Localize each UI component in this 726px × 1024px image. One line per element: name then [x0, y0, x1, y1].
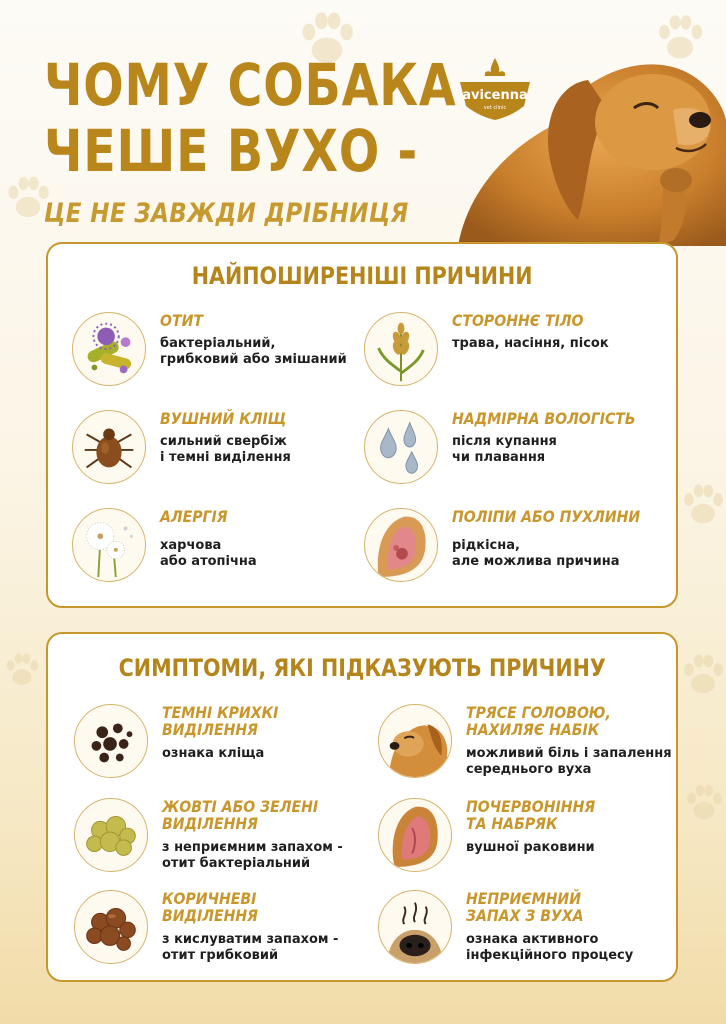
- paw-print-icon: [676, 470, 726, 540]
- cause-title: ОТИТ: [160, 311, 203, 330]
- cause-title: НАДМІРНА ВОЛОГІСТЬ: [452, 409, 636, 428]
- symptom-desc: з кислуватим запахом - отит грибковий: [162, 932, 339, 963]
- causes-title: НАЙПОШИРЕНІШІ ПРИЧИНИ: [191, 262, 533, 290]
- cause-title: СТОРОННЄ ТІЛО: [452, 311, 584, 330]
- symptom-head-shaking: [378, 704, 678, 784]
- symptom-title: ЖОВТІ АБО ЗЕЛЕНІ ВИДІЛЕННЯ: [162, 797, 319, 833]
- yellow-discharge-icon: [74, 798, 148, 872]
- cause-otitis: [72, 312, 372, 392]
- symptom-title: КОРИЧНЕВІ ВИДІЛЕННЯ: [162, 889, 259, 925]
- symptoms-card: [46, 632, 678, 982]
- symptom-title: ТЕМНІ КРИХКІ ВИДІЛЕННЯ: [162, 703, 279, 739]
- symptom-yellow-discharge: [74, 798, 374, 878]
- causes-card: [46, 242, 678, 608]
- paw-print-icon: [680, 770, 726, 836]
- symptom-desc: вушної раковини: [466, 840, 595, 855]
- water-drops-icon: [364, 410, 438, 484]
- page-title-line1: ЧОМУ СОБАКА: [44, 51, 457, 119]
- cause-polyps: [364, 508, 664, 588]
- smelly-nose-icon: [378, 890, 452, 964]
- dandelion-icon: [72, 508, 146, 582]
- cause-title: ВУШНИЙ КЛІЩ: [160, 409, 287, 428]
- cause-allergy: [72, 508, 372, 588]
- cause-desc: бактеріальний, грибковий або змішаний: [160, 336, 347, 367]
- bacteria-icon: [72, 312, 146, 386]
- dog-head-icon: [378, 704, 452, 778]
- page-subtitle: ЦЕ НЕ ЗАВЖДИ ДРІБНИЦЯ: [44, 198, 409, 229]
- cause-foreign-body: [364, 312, 664, 392]
- symptom-desc: ознака активного інфекційного процесу: [466, 932, 634, 963]
- cause-desc: рідкісна, але можлива причина: [452, 538, 620, 569]
- symptom-desc: з неприємним запахом - отит бактеріальний: [162, 840, 343, 871]
- cause-moisture: [364, 410, 664, 490]
- cause-desc: трава, насіння, пісок: [452, 336, 609, 351]
- logo-text: avicenna: [462, 88, 528, 103]
- symptoms-title: СИМПТОМИ, ЯКІ ПІДКАЗУЮТЬ ПРИЧИНУ: [118, 654, 606, 682]
- symptom-smell: [378, 890, 678, 970]
- symptom-dark-crumbs: [74, 704, 374, 784]
- logo-subtext: vet clinic: [483, 105, 507, 111]
- cause-ear-mite: [72, 410, 372, 490]
- cause-title: ПОЛІПИ АБО ПУХЛИНИ: [452, 507, 641, 526]
- mite-icon: [72, 410, 146, 484]
- symptom-redness: [378, 798, 678, 878]
- dog-scratching-ear-image: [438, 40, 726, 246]
- cause-desc: харчова або атопічна: [160, 538, 257, 569]
- dark-crumbs-icon: [74, 704, 148, 778]
- cause-desc: після купання чи плавання: [452, 434, 557, 465]
- wheat-icon: [364, 312, 438, 386]
- red-ear-icon: [378, 798, 452, 872]
- symptom-title: ТРЯСЕ ГОЛОВОЮ, НАХИЛЯЄ НАБІК: [466, 703, 611, 739]
- symptom-title: ПОЧЕРВОНІННЯ ТА НАБРЯК: [466, 797, 596, 833]
- paw-print-icon: [676, 640, 726, 710]
- ear-polyp-icon: [364, 508, 438, 582]
- brown-discharge-icon: [74, 890, 148, 964]
- cause-desc: сильний свербіж і темні виділення: [160, 434, 291, 465]
- symptom-desc: ознака кліща: [162, 746, 265, 761]
- page-title-line2: ЧЕШЕ ВУХО -: [44, 117, 419, 185]
- symptom-desc: можливий біль і запалення середнього вуха: [466, 746, 672, 777]
- cause-title: АЛЕРГІЯ: [160, 507, 228, 526]
- symptom-brown-discharge: [74, 890, 374, 970]
- symptom-title: НЕПРИЄМНИЙ ЗАПАХ З ВУХА: [466, 889, 584, 925]
- paw-print-icon: [0, 640, 44, 700]
